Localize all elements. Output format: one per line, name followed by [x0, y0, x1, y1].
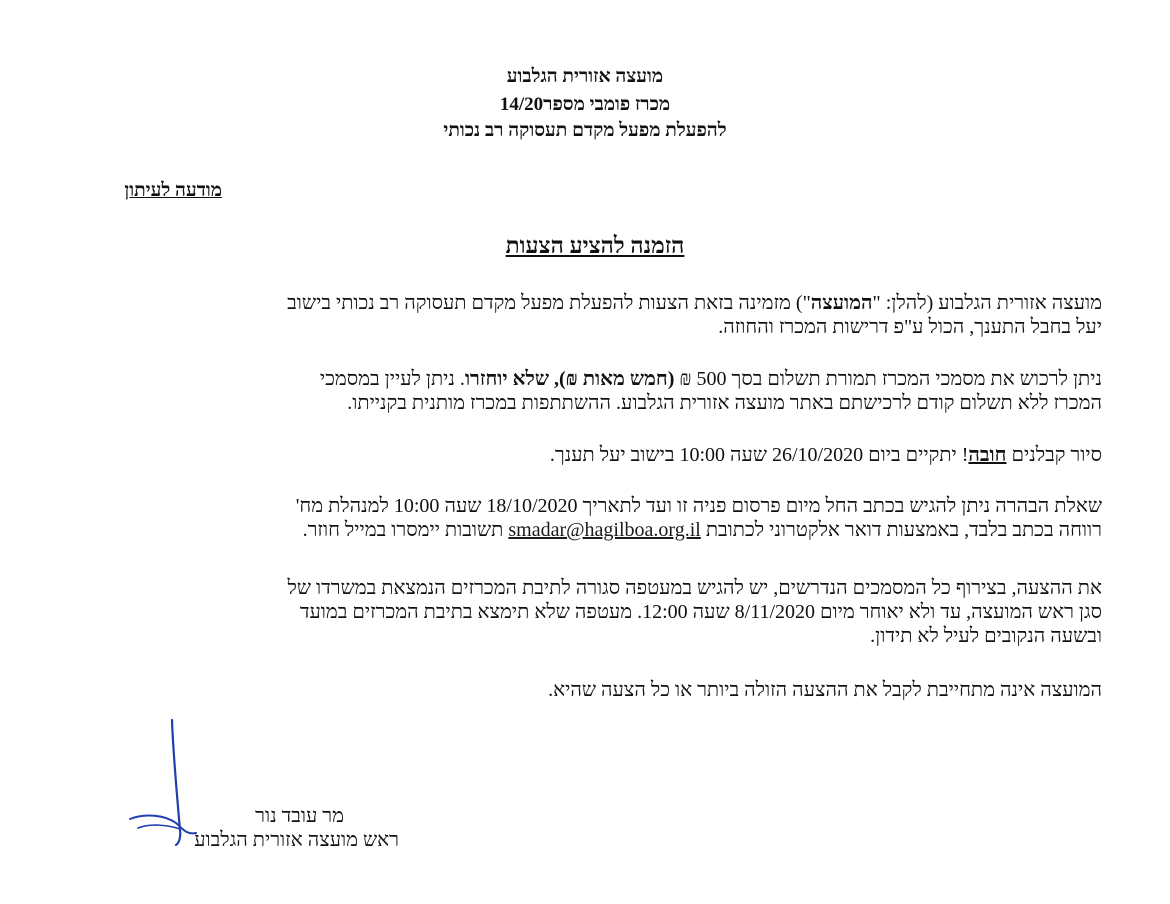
tender-subject: להפעלת מפעל מקדם תעסוקה רב נכותי — [443, 120, 727, 141]
paragraph-questions — [62, 494, 1102, 542]
text-segment: . ניתן לעיין במסמכי — [319, 368, 465, 390]
org-name: מועצה אזורית הגלבוע — [506, 66, 664, 87]
tender-number: מכרז פומבי מספר14/20 — [499, 94, 671, 115]
paragraph-line — [62, 443, 1102, 467]
text-segment: מועצה אזורית הגלבוע (להלן: " — [872, 292, 1102, 314]
paragraph-line — [62, 367, 1102, 391]
text-segment: רווחה בכתב בלבד, באמצעות דואר אלקטרוני לכתובת — [700, 519, 1102, 541]
text-segment: ") מזמינה בזאת הצעות להפעלת מפעל מקדם תעסוקה רב נכותי בישוב — [287, 292, 811, 314]
council-term: המועצה — [810, 292, 873, 314]
signatory-name: מר עובד נור — [255, 805, 344, 827]
text-segment: ניתן לרכוש את מסמכי המכרז תמורת תשלום בסך 500 ₪ — [674, 368, 1102, 390]
non-refundable-note: (חמש מאות ₪), שלא יוחזרו — [464, 368, 675, 390]
paragraph-line — [62, 518, 1102, 542]
paragraph-line: המכרז ללא תשלום קודם לרכישתם באתר מועצה אזורית הגלבוע. ההשתתפות במכרז מותנית בקנייתו. — [347, 392, 1102, 414]
paragraph-site-tour — [62, 443, 1102, 467]
paragraph-line: ובשעה הנקובים לעיל לא תידון. — [870, 625, 1102, 647]
page-title: הזמנה להציע הצעות — [505, 233, 685, 258]
paragraph-disclaimer — [62, 678, 1102, 702]
signatory-role: ראש מועצה אזורית הגלבוע — [194, 829, 399, 851]
newspaper-notice-label: מודעה לעיתון — [124, 180, 222, 201]
paragraph-line — [62, 291, 1102, 315]
email-link[interactable]: smadar@hagilboa.org.il — [508, 519, 701, 541]
paragraph-line: שאלת הבהרה ניתן להגיש בכתב החל מיום פרסום פניה זו ועד לתאריך 18/10/2020 שעה 10:00 למנהלת מח' — [295, 495, 1102, 517]
paragraph-documents — [62, 367, 1102, 415]
paragraph-line: סגן ראש המועצה, עד ולא יאוחר מיום 8/11/2020 שעה 12:00. מעטפה שלא תימצא בתיבת המכרזים במועד — [299, 601, 1102, 623]
mandatory-label: חובה — [968, 444, 1007, 466]
paragraph-invitation — [62, 291, 1102, 339]
text-segment: סיור קבלנים — [1006, 444, 1102, 466]
text-segment: ! יתקיים ביום 26/10/2020 שעה 10:00 בישוב יעל תענך. — [549, 444, 969, 466]
text-segment: תשובות יימסרו במייל חוזר. — [302, 519, 509, 541]
paragraph-line: המועצה אינה מתחייבת לקבל את ההצעה הזולה ביותר או כל הצעה שהיא. — [548, 679, 1102, 701]
paragraph-submission — [62, 576, 1102, 648]
paragraph-line: יעל בחבל התענך, הכול ע"פ דרישות המכרז והחוזה. — [718, 316, 1102, 338]
paragraph-line: את ההצעה, בצירוף כל המסמכים הנדרשים, יש להגיש במעטפה סגורה לתיבת המכרזים הנמצאת במשרדו של — [287, 577, 1102, 599]
